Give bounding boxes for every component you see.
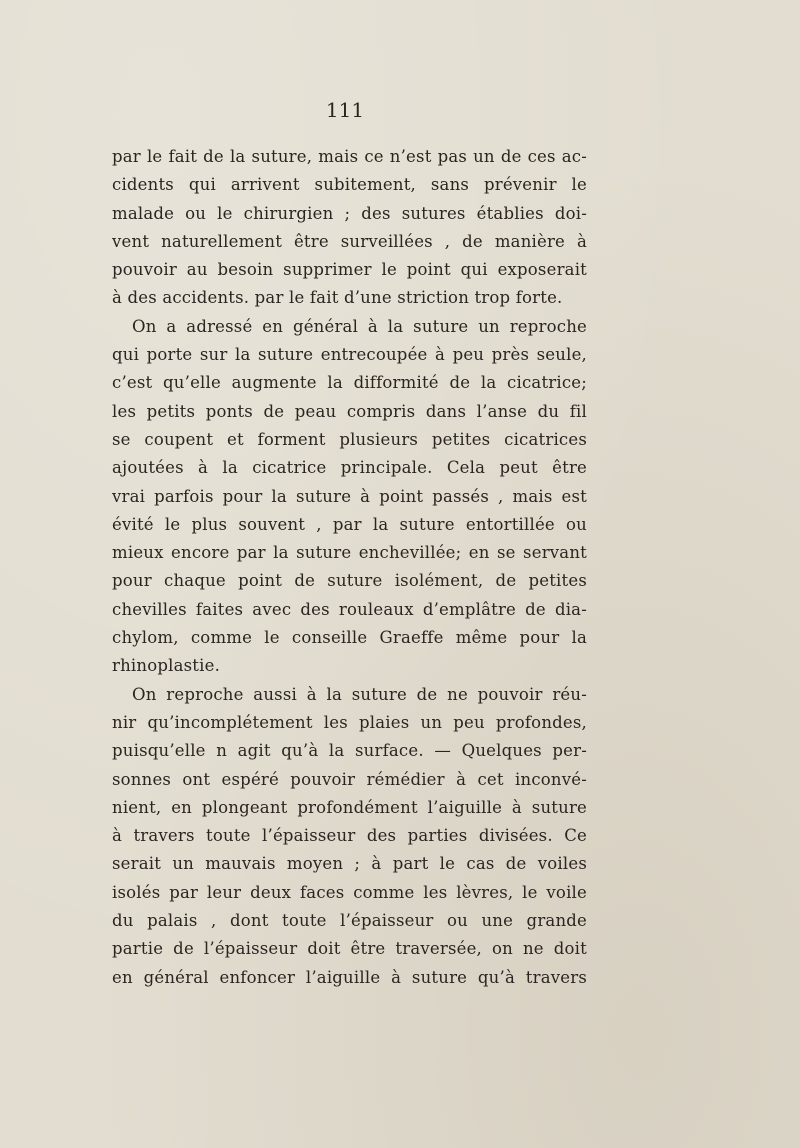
text-line: isolés par leur deux faces comme les lèvres, le voile (112, 882, 587, 902)
text-line: sonnes ont espéré pouvoir rémédier à cet inconvé- (112, 769, 587, 789)
page-number: 111 (325, 98, 365, 122)
paragraph-first-line: On reproche aussi à la suture de ne pouvoir réu- (132, 684, 587, 704)
text-line: rhinoplastie. (112, 656, 221, 676)
text-line: évité le plus souvent , par la suture entortillée ou (112, 514, 587, 534)
text-line: à des accidents. par le fait d’une striction trop forte. (112, 288, 563, 308)
text-line: serait un mauvais moyen ; à part le cas de voiles (112, 854, 587, 874)
text-line: vrai parfois pour la suture à point passés , mais est (112, 486, 587, 506)
text-line: à travers toute l’épaisseur des parties divisées. Ce (112, 826, 587, 846)
text-line: nient, en plongeant profondément l’aiguille à suture (112, 797, 587, 817)
text-line: se coupent et forment plusieurs petites cicatrices (112, 429, 587, 449)
text-line: malade ou le chirurgien ; des sutures établies doi- (112, 203, 587, 223)
text-line: qui porte sur la suture entrecoupée à peu près seule, (112, 345, 587, 365)
text-line: partie de l’épaisseur doit être traversée, on ne doit (112, 939, 587, 959)
text-line: chevilles faites avec des rouleaux d’emplâtre de dia- (112, 599, 587, 619)
text-line: c’est qu’elle augmente la difformité de la cicatrice; (112, 373, 587, 393)
text-line: du palais , dont toute l’épaisseur ou une grande (112, 911, 587, 931)
text-line: les petits ponts de peau compris dans l’anse du fil (112, 401, 587, 421)
text-line: nir qu’incomplétement les plaies un peu profondes, (112, 712, 587, 732)
paragraph-first-line: On a adressé en général à la suture un reproche (132, 316, 587, 336)
text-line: vent naturellement être surveillées , de manière à (112, 231, 587, 251)
body-text (112, 143, 587, 992)
text-line: par le fait de la suture, mais ce n’est pas un de ces ac- (112, 147, 587, 166)
text-line: chylom, comme le conseille Graeffe même pour la (112, 628, 587, 648)
text-line: cidents qui arrivent subitement, sans prévenir le (112, 175, 587, 195)
text-line: en général enfoncer l’aiguille à suture qu’à travers (112, 967, 587, 987)
text-line: puisqu’elle n agit qu’à la surface. — Quelques per- (112, 741, 587, 761)
text-line: pour chaque point de suture isolément, de petites (112, 571, 587, 591)
text-line: pouvoir au besoin supprimer le point qui exposerait (112, 260, 587, 280)
text-line: ajoutées à la cicatrice principale. Cela peut être (112, 458, 587, 478)
text-line: mieux encore par la suture enchevillée; en se servant (112, 543, 587, 563)
